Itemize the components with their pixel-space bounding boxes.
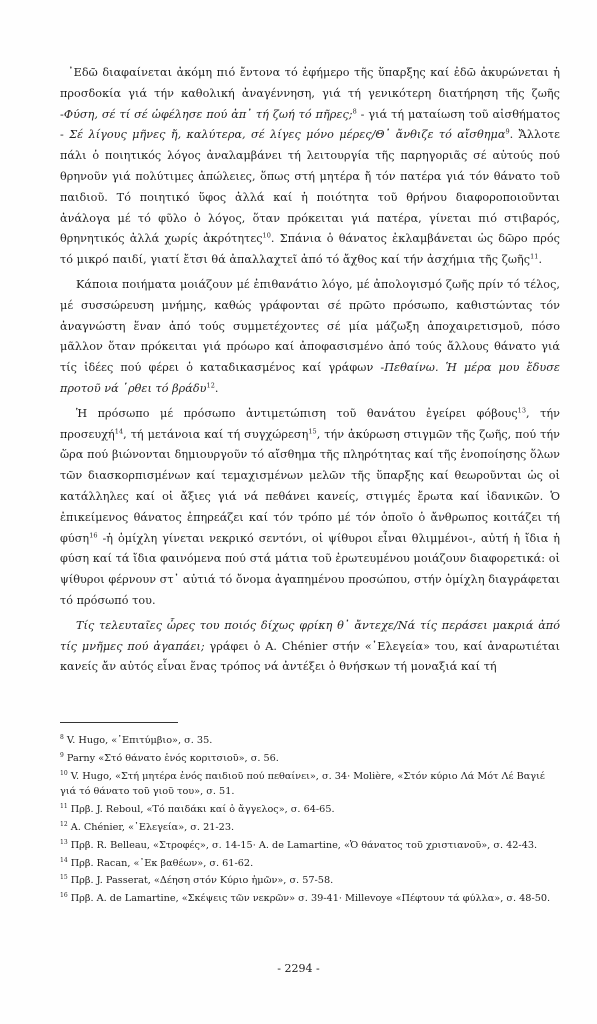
footnote-number: 11 bbox=[60, 802, 68, 810]
text-run: . bbox=[538, 253, 543, 267]
footnote-ref: 16 bbox=[89, 530, 98, 539]
footnote bbox=[60, 751, 560, 767]
footnote bbox=[60, 802, 560, 818]
text-run: γράφει ὁ A. Chénier στήν «᾿Ελεγεία» του, καί ἀναρωτιέται κανείς ἄν αὐτός εἶναι ἕνας τρόπος νά ἀντέξει ὁ θνήσκων τή μοναξιά καί τή bbox=[60, 639, 560, 674]
poem-quote: Πεθαίνω. Ἡ μέρα μου ἔδυσε προτοῦ νά ῾ρθει τό βράδυ bbox=[60, 361, 560, 395]
paragraph-4 bbox=[60, 616, 560, 678]
footnote bbox=[60, 838, 560, 854]
footnote-number: 10 bbox=[60, 769, 68, 777]
text-run: - γιά τή ματαίωση τοῦ αἰσθήματος - bbox=[60, 107, 561, 142]
footnote-number: 15 bbox=[60, 874, 68, 882]
footnote-ref: 10 bbox=[262, 231, 271, 240]
paragraph-2 bbox=[60, 275, 560, 400]
footnote-divider bbox=[60, 722, 178, 723]
footnote-number: 8 bbox=[60, 733, 64, 741]
footnote-ref: 14 bbox=[114, 426, 124, 435]
text-run: Ἡ πρόσωπο μέ πρόσωπο ἀντιμετώπιση τοῦ θανάτου ἐγείρει φόβους bbox=[76, 406, 518, 420]
poem-quote: Φύση, σέ τί σέ ὠφέλησε πού ἀπ᾿ τή ζωή τό πῆρες; bbox=[63, 107, 353, 121]
footnote-number: 12 bbox=[60, 820, 68, 828]
page-number: - 2294 - bbox=[277, 962, 320, 975]
footnote-text: Πρβ. J. Reboul, «Τό παιδάκι καί ὁ ἄγγελος», σ. 64-65. bbox=[70, 804, 335, 816]
text-run: . Ἄλλοτε πάλι ὁ ποιητικός λόγος ἀναλαμβάνει τή λειτουργία τῆς παρηγοριᾶς σέ αὐτούς πού θρηνοῦν γιά πολύτιμες ἀπώλειες, ὅπως στή μητέρα ἤ τόν πατέρα γιά τόν θάνατο τοῦ παιδιοῦ. Τό ποιητικό ὕφος ἀλλά καί ἡ ποιότητα τοῦ θρήνου διαφοροποιοῦνται ἀνάλογα μέ τό φῦλο ὁ λόγος, ὅταν πρόκειται γιά πατέρα, γίνεται πιό στιβαρός, θρηνητικός ἀλλά χωρίς ἀκρότητες bbox=[60, 128, 560, 246]
footnote bbox=[60, 891, 560, 907]
main-text bbox=[60, 63, 560, 678]
footnote-number: 16 bbox=[60, 891, 68, 899]
footnote bbox=[60, 769, 560, 801]
text-run: Κάποια ποιήματα μοιάζουν μέ ἐπιθανάτιο λόγο, μέ ἀπολογισμό ζωῆς πρίν τό τέλος, μέ συσσώρευση μνήμης, καθώς γράφονται σέ πρῶτο πρόσωπο, καθιστώντας τόν ἀναγνώστη ἕναν ἀπό τούς συμμετέχοντες σέ μία μάζωξη ἀποχαιρετισμοῦ, πόσο μᾶλλον ὅταν πρόκειται γιά πρόωρο καί ἀποφασισμένο ἀπό τούς ἄλλους θάνατο γιά τίς ἰδέες πού φέρει ὁ καταδικασμένος καί γράφων - bbox=[60, 277, 560, 375]
text-run: , τή μετάνοια καί τή συγχώρεση bbox=[123, 427, 309, 441]
footnote-ref: 8 bbox=[352, 106, 357, 115]
poem-quote: Τίς τελευταῖες ὧρες του ποιός δίχως φρίκη θ᾿ ἄντεχε/Νά τίς περάσει μακριά ἀπό τίς μνῆμες πού ἀγαπάει; bbox=[60, 618, 560, 653]
footnote-number: 9 bbox=[60, 751, 64, 759]
footnote-number: 13 bbox=[60, 838, 68, 846]
footnote bbox=[60, 856, 560, 872]
footnote-ref: 13 bbox=[517, 406, 527, 415]
footnote-text: Πρβ. R. Belleau, «Στροφές», σ. 14-15· A. de Lamartine, «Ὁ θάνατος τοῦ χριστιανοῦ», σ. 42-43. bbox=[70, 839, 538, 851]
footnote-text: Πρβ. J. Passerat, «Δέηση στόν Κύριο ἡμῶν», σ. 57-58. bbox=[70, 875, 334, 887]
footnote-ref: 15 bbox=[308, 426, 317, 435]
footnote-ref: 9 bbox=[505, 127, 510, 136]
paragraph-3 bbox=[60, 404, 560, 612]
text-run: ᾿Εδῶ διαφαίνεται ἀκόμη πιό ἔντονα τό ἐφήμερο τῆς ὕπαρξης καί ἐδῶ ἀκυρώνεται ἡ προσδοκία γιά τήν καθολική ἀναγέννηση, γιά τή γενικότερη διατήρηση τῆς ζωῆς - bbox=[60, 66, 560, 121]
footnote-text: V. Hugo, «Στή μητέρα ἑνός παιδιοῦ πού πεθαίνει», σ. 34· Molière, «Στόν κύριο Λά Μότ Λέ Βαγιέ γιά τό θάνατο τοῦ γιοῦ του», σ. 51. bbox=[60, 770, 545, 798]
footnote-text: Πρβ. A. de Lamartine, «Σκέψεις τῶν νεκρῶν» σ. 39-41· Millevoye «Πέφτουν τά φύλλα», σ. 48-50. bbox=[70, 893, 551, 905]
footnote-number: 14 bbox=[60, 856, 68, 864]
footnote bbox=[60, 873, 560, 889]
text-run: -ἡ ὁμίχλη γίνεται νεκρικό σεντόνι, οἱ ψίθυροι εἶναι θλιμμένοι-, αὐτή ἡ ἴδια ἡ φύση καί τά ἴδια φαινόμενα πού στά μάτια τοῦ ἐρωτευμένου μοιάζουν διαφορετικά: οἱ ψίθυροι φέρνουν στ᾿ αὐτιά τό ὄνομα ἀγαπημένου προσώπου, στήν ὁμίχλη διαγράφεται τό πρόσωπό του. bbox=[60, 531, 560, 607]
footnote bbox=[60, 820, 560, 836]
footnote-ref: 11 bbox=[530, 252, 539, 261]
text-run: , τήν ἀκύρωση στιγμῶν τῆς ζωῆς, πού τήν ὥρα πού βιώνονται δημιουργοῦν τό αἴσθημα τῆς πληρότητας καί τῆς ἑνοποίησης ὅλων τῶν διασκορπισμένων καί τεμαχισμένων μελῶν τῆς ὕπαρξης καί θεωροῦνται ὡς οἱ κατάλληλες καί οἱ ἄξιες γιά νά πεθάνει κανείς, στιγμές ἔρωτα καί ἰδανικῶν. Ὁ ἐπικείμενος θάνατος ἐπηρεάζει καί τόν τρόπο μέ τόν ὁποῖο ὁ ἄνθρωπος κοιτάζει τή φύση bbox=[60, 427, 560, 545]
paragraph-1 bbox=[60, 63, 560, 271]
footnote-text: Parny «Στό θάνατο ἑνός κοριτσιοῦ», σ. 56. bbox=[66, 752, 279, 764]
poem-quote: Σέ λίγους μῆνες ἤ, καλύτερα, σέ λίγες μόνο μέρες/Θ᾿ ἄνθιζε τό αἴσθημα bbox=[69, 128, 506, 142]
footnote-text: A. Chénier, «᾿Ελεγεία», σ. 21-23. bbox=[70, 821, 235, 833]
footnote bbox=[60, 733, 560, 749]
footnotes bbox=[60, 733, 560, 909]
text-run: . bbox=[214, 381, 219, 395]
footnote-text: V. Hugo, «᾿Επιτύμβιο», σ. 35. bbox=[66, 735, 213, 746]
text-run: . Σπάνια ὁ θάνατος ἐκλαμβάνεται ὡς δῶρο πρός τό μικρό παιδί, γιατί ἔτσι θά ἀπαλλαχτεῖ ἀπό τό ἄχθος καί τήν ἀσχήμια τῆς ζωῆς bbox=[60, 232, 560, 267]
footnote-text: Πρβ. Racan, «᾿Εκ βαθέων», σ. 61-62. bbox=[70, 857, 254, 869]
text-run: , τήν προσευχή bbox=[60, 406, 560, 441]
footnote-ref: 12 bbox=[206, 381, 215, 390]
